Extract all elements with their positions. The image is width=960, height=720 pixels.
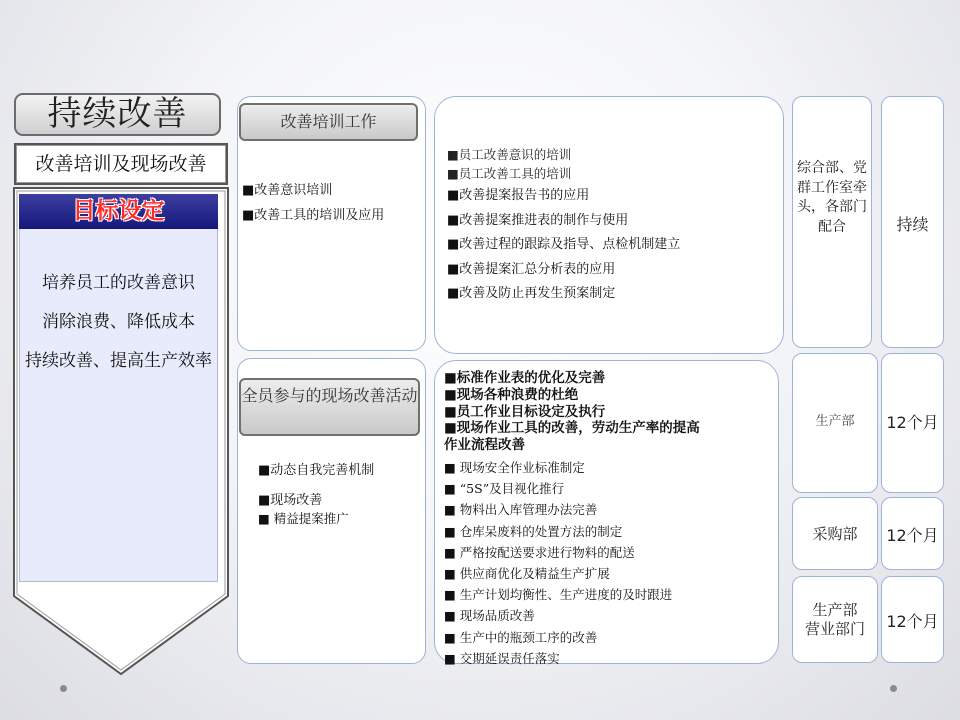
list-item: ■改善及防止再发生预案制定 [447, 286, 616, 301]
period-text: 12个月 [886, 413, 939, 432]
list-item: ■标准作业表的优化及完善 [444, 370, 606, 386]
period-text: 持续 [896, 215, 929, 234]
training-details [447, 184, 777, 307]
list-item: ■现场各种浪费的杜绝 [444, 386, 579, 403]
goal-item: 培养员工的改善意识 [42, 273, 195, 293]
list-item: ■ 交期延误责任落实 [444, 650, 560, 666]
period-cell-1 [881, 96, 944, 348]
period-cell-2 [881, 353, 944, 493]
list-item: ■ 严格按配送要求进行物料的配送 [444, 544, 635, 560]
dept-cell-1 [792, 96, 872, 348]
list-item: ■动态自我完善机制 [258, 463, 375, 478]
list-item: ■ 生产中的瓶颈工序的改善 [444, 629, 598, 645]
list-item: ■ 供应商优化及精益生产扩展 [444, 566, 610, 582]
list-item: ■ 精益提案推广 [258, 511, 349, 526]
list-item: ■员工作业目标设定及执行 [444, 403, 606, 420]
dept-text: 综合部、党群工作室牵头，各部门配合 [797, 160, 867, 235]
training-label: 改善培训工作 [239, 103, 418, 141]
list-item: ■ 生产计划均衡性、生产进度的及时跟进 [444, 587, 673, 603]
goal-header: 目标设定 [19, 194, 218, 229]
section-subtitle: 改善培训及现场改善 [14, 143, 228, 185]
training-details-top [447, 145, 777, 183]
onsite-label: 全员参与的现场改善活动 [239, 378, 420, 436]
slide-title: 持续改善 [14, 93, 221, 136]
list-item: ■改善意识培训 [242, 183, 333, 198]
period-text: 12个月 [886, 612, 939, 631]
list-item: ■ 物料出入库管理办法完善 [444, 502, 598, 518]
list-item: ■现场作业工具的改善，劳动生产率的提高 [444, 420, 700, 437]
list-item: ■改善提案汇总分析表的应用 [447, 261, 616, 277]
list-item: ■员工改善意识的培训 [447, 147, 572, 162]
goal-item: 消除浪费、降低成本 [42, 312, 195, 332]
training-items [242, 179, 422, 228]
list-item: ■现场改善 [258, 493, 323, 508]
list-item: ■改善提案推进表的制作与使用 [447, 212, 629, 228]
decor-dot [60, 685, 67, 692]
onsite-details [444, 457, 774, 669]
period-text: 12个月 [886, 526, 939, 545]
goal-item: 持续改善、提高生产效率 [25, 351, 212, 371]
onsite-items [258, 460, 423, 527]
list-item: 作业流程改善 [444, 437, 525, 454]
list-item: ■ 现场品质改善 [444, 608, 535, 624]
list-item: ■ “5S”及目视化推行 [444, 481, 565, 497]
dept-text: 生产部 [815, 414, 855, 429]
list-item: ■改善过程的跟踪及指导、点检机制建立 [447, 237, 681, 252]
list-item: ■ 仓库呆废料的处置方法的制定 [444, 523, 623, 539]
onsite-details-bold [444, 370, 774, 454]
period-cell-3 [881, 497, 944, 570]
list-item: ■员工改善工具的培训 [447, 166, 572, 181]
dept-cell-4 [792, 576, 878, 663]
list-item: ■改善工具的培训及应用 [242, 207, 385, 223]
dept-text: 生产部 营业部门 [804, 601, 865, 638]
dept-text: 采购部 [812, 525, 858, 543]
goal-list [25, 272, 212, 389]
list-item: ■改善提案报告书的应用 [447, 188, 590, 203]
dept-cell-2 [792, 353, 878, 493]
decor-dot [890, 685, 897, 692]
dept-cell-3 [792, 497, 878, 570]
period-cell-4 [881, 576, 944, 663]
list-item: ■ 现场安全作业标准制定 [444, 460, 585, 475]
